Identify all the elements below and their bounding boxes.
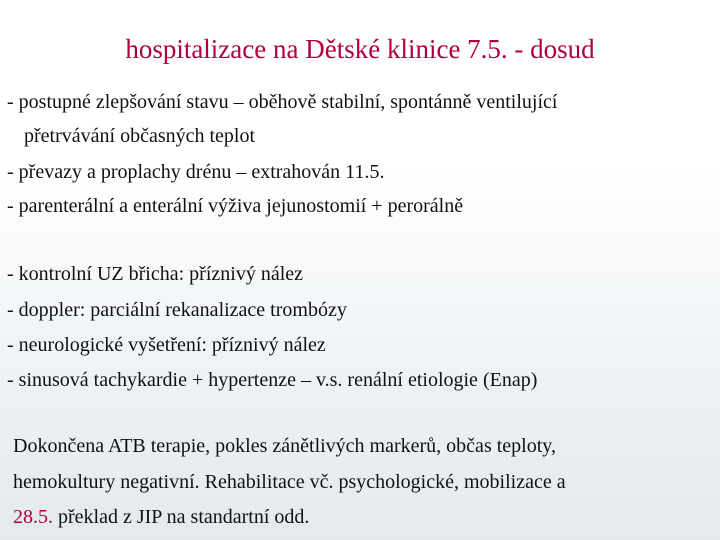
summary-line-1: Dokončena ATB terapie, pokles zánětlivých markerů, občas teploty, <box>13 435 556 457</box>
exam-line-2: - doppler: parciální rekanalizace trombózy <box>7 299 347 321</box>
exam-line-3: - neurologické vyšetření: příznivý nález <box>7 334 326 356</box>
exam-line-1: - kontrolní UZ břicha: příznivý nález <box>7 263 304 285</box>
summary-line-2: hemokultury negativní. Rehabilitace vč. psychologické, mobilizace a <box>13 471 566 493</box>
status-line-1: - postupné zlepšování stavu – oběhově stabilní, spontánně ventilující <box>7 91 558 113</box>
transfer-text: překlad z JIP na standartní odd. <box>53 506 310 528</box>
transfer-date: 28.5. <box>13 506 53 528</box>
status-line-4: - parenterální a enterální výživa jejunostomií + perorálně <box>7 195 464 217</box>
status-line-2: přetrvávání občasných teplot <box>24 125 256 147</box>
status-line-3: - převazy a proplachy drénu – extrahován 11.5. <box>7 161 385 183</box>
exam-line-4: - sinusová tachykardie + hypertenze – v.s. renální etiologie (Enap) <box>7 369 538 391</box>
slide-title: hospitalizace na Dětské klinice 7.5. - dosud <box>125 34 595 64</box>
summary-line-3 <box>13 505 309 529</box>
